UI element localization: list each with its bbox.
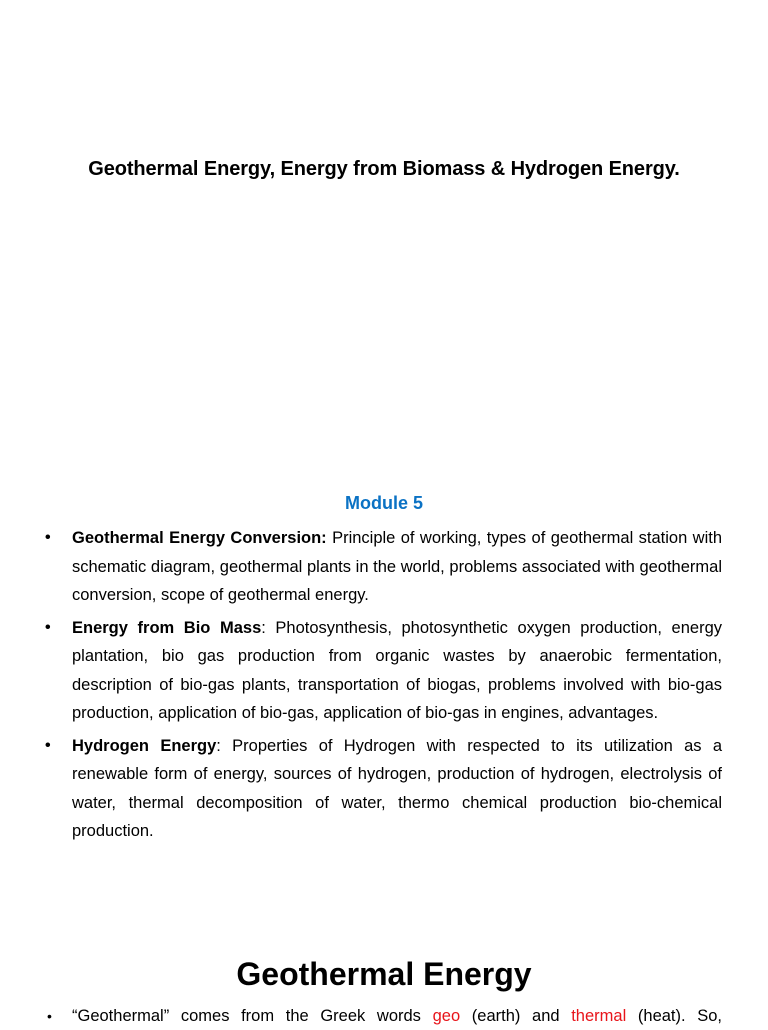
topic-hydrogen [0, 732, 768, 846]
topic-label: Energy from Bio Mass [72, 618, 262, 637]
topic-text: : Photosynthesis, photosynthetic oxygen production, energy plantation, bio gas production from organic wastes by anaerobic fermentation, description of bio-gas plants, transportation of biogas, problems involved with bio-gas production, application of bio-gas, application of bio-gas in engines, advantages. [72, 618, 722, 722]
intro-text-part1: “Geothermal” comes from the Greek words [72, 1007, 433, 1025]
topic-label: Geothermal Energy Conversion: [72, 529, 327, 547]
intro-text-part2: (earth) and [460, 1007, 572, 1025]
section-heading: Geothermal Energy [236, 956, 532, 992]
bullet-icon: • [47, 1008, 52, 1024]
module-heading: Module 5 [344, 493, 423, 513]
document-title: Geothermal Energy, Energy from Biomass & Hydrogen Energy. [88, 158, 680, 180]
topic-biomass [0, 614, 768, 728]
topic-text: Principle of working, types of geothermal station with schematic diagram, geothermal plants in the world, problems associated with geothermal conversion, scope of geothermal energy. [72, 529, 723, 604]
topic-text: : Properties of Hydrogen with respected to its utilization as a renewable form of energy, sources of hydrogen, production of hydrogen, electrolysis of water, thermal decomposition of water, thermo chemical production bio-chemical production. [72, 736, 722, 840]
topic-geothermal-conversion [0, 524, 768, 610]
bullet-icon: • [45, 618, 51, 636]
bullet-icon: • [45, 529, 51, 546]
module-topic-list [0, 524, 768, 850]
intro-text-part3: (heat). So, [626, 1007, 723, 1025]
topic-label: Hydrogen Energy [72, 736, 217, 755]
section-intro-bullet [0, 1002, 768, 1030]
highlight-geo: geo [432, 1007, 461, 1025]
highlight-thermal: thermal [571, 1007, 627, 1025]
bullet-icon: • [45, 736, 51, 754]
